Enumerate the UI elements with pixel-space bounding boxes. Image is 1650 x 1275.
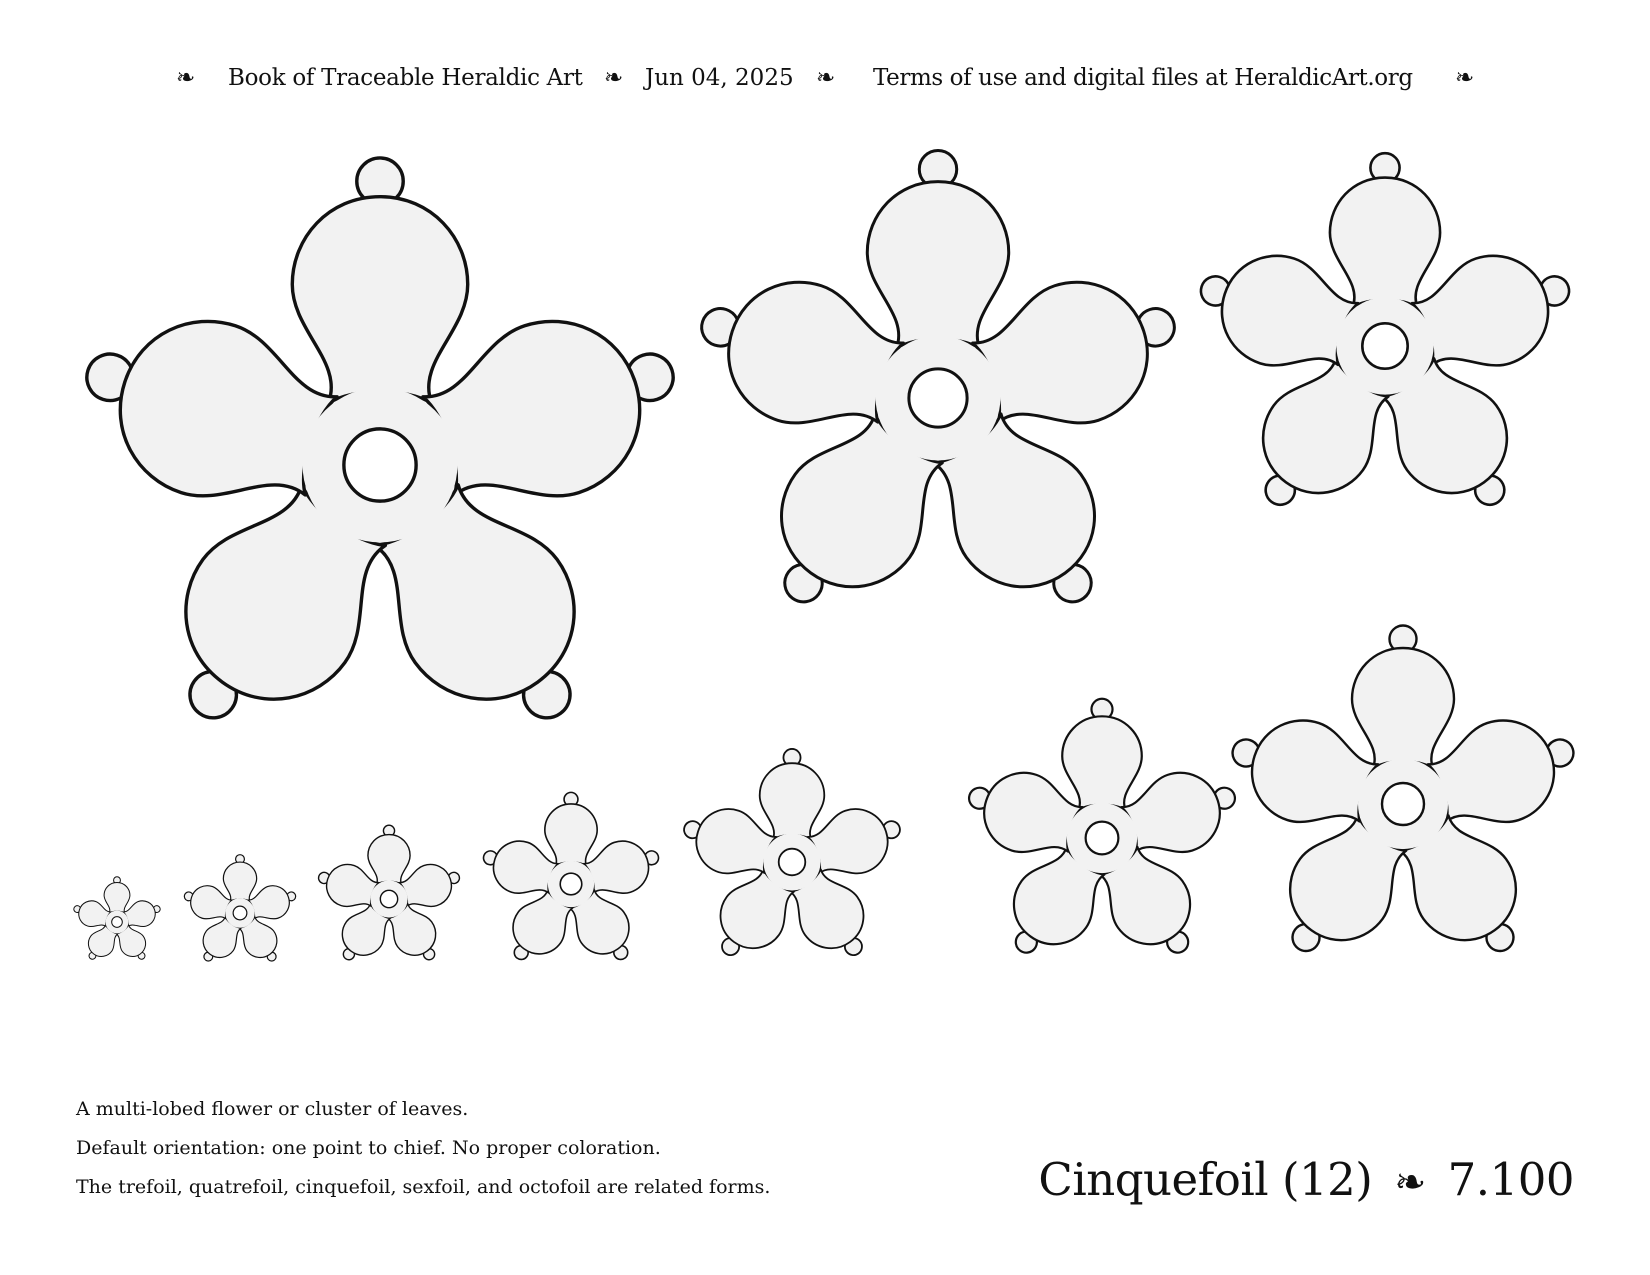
center-hole — [779, 849, 806, 876]
cinquefoil-figure — [183, 855, 297, 964]
petal — [223, 862, 256, 901]
petal — [1352, 648, 1454, 768]
description-block — [76, 1090, 956, 1207]
publication-date: Jun 04, 2025 — [645, 65, 794, 91]
cinquefoil-figure — [81, 158, 679, 734]
description-line: Default orientation: one point to chief. No proper coloration. — [76, 1137, 661, 1159]
center-hole — [1362, 323, 1407, 368]
cinquefoil-figure — [1229, 626, 1577, 961]
cinquefoil-figure — [73, 877, 161, 962]
cinquefoil-figure — [966, 699, 1237, 960]
description-line: A multi-lobed flower or cluster of leaves. — [76, 1098, 469, 1120]
petal — [545, 804, 597, 866]
petal — [1062, 716, 1142, 810]
petal — [760, 763, 825, 839]
terms-of-use-note: Terms of use and digital files at HeraldicArt.org — [873, 65, 1413, 91]
petal — [368, 835, 410, 885]
description-line: The trefoil, quatrefoil, cinquefoil, sexfoil, and octofoil are related forms. — [76, 1176, 771, 1198]
petal — [292, 197, 467, 403]
cinquefoil-figure — [682, 749, 902, 961]
fleuron-separator: ❧ — [176, 65, 196, 91]
center-hole — [1382, 783, 1424, 825]
plate-label — [1038, 1150, 1574, 1210]
petal — [1330, 178, 1440, 308]
center-hole — [344, 429, 416, 501]
plate-name: Cinquefoil (12) — [1038, 1153, 1373, 1206]
fleuron-separator: ❧ — [1394, 1160, 1426, 1204]
center-hole — [560, 873, 582, 895]
cinquefoil-figure — [1197, 153, 1573, 514]
petal — [104, 882, 130, 912]
fleuron-separator: ❧ — [1455, 65, 1475, 91]
cinquefoil-figure — [317, 825, 461, 963]
plate-number: 7.100 — [1447, 1153, 1574, 1206]
petal — [867, 182, 1008, 348]
fleuron-separator: ❧ — [604, 65, 624, 91]
center-hole — [233, 906, 247, 920]
book-title: Book of Traceable Heraldic Art — [228, 65, 583, 91]
fleuron-separator: ❧ — [816, 65, 836, 91]
center-hole — [1086, 822, 1119, 855]
cinquefoil-figure — [697, 150, 1179, 614]
center-hole — [909, 369, 967, 427]
cinquefoil-figure — [482, 792, 661, 964]
center-hole — [380, 890, 397, 907]
center-hole — [112, 917, 123, 928]
